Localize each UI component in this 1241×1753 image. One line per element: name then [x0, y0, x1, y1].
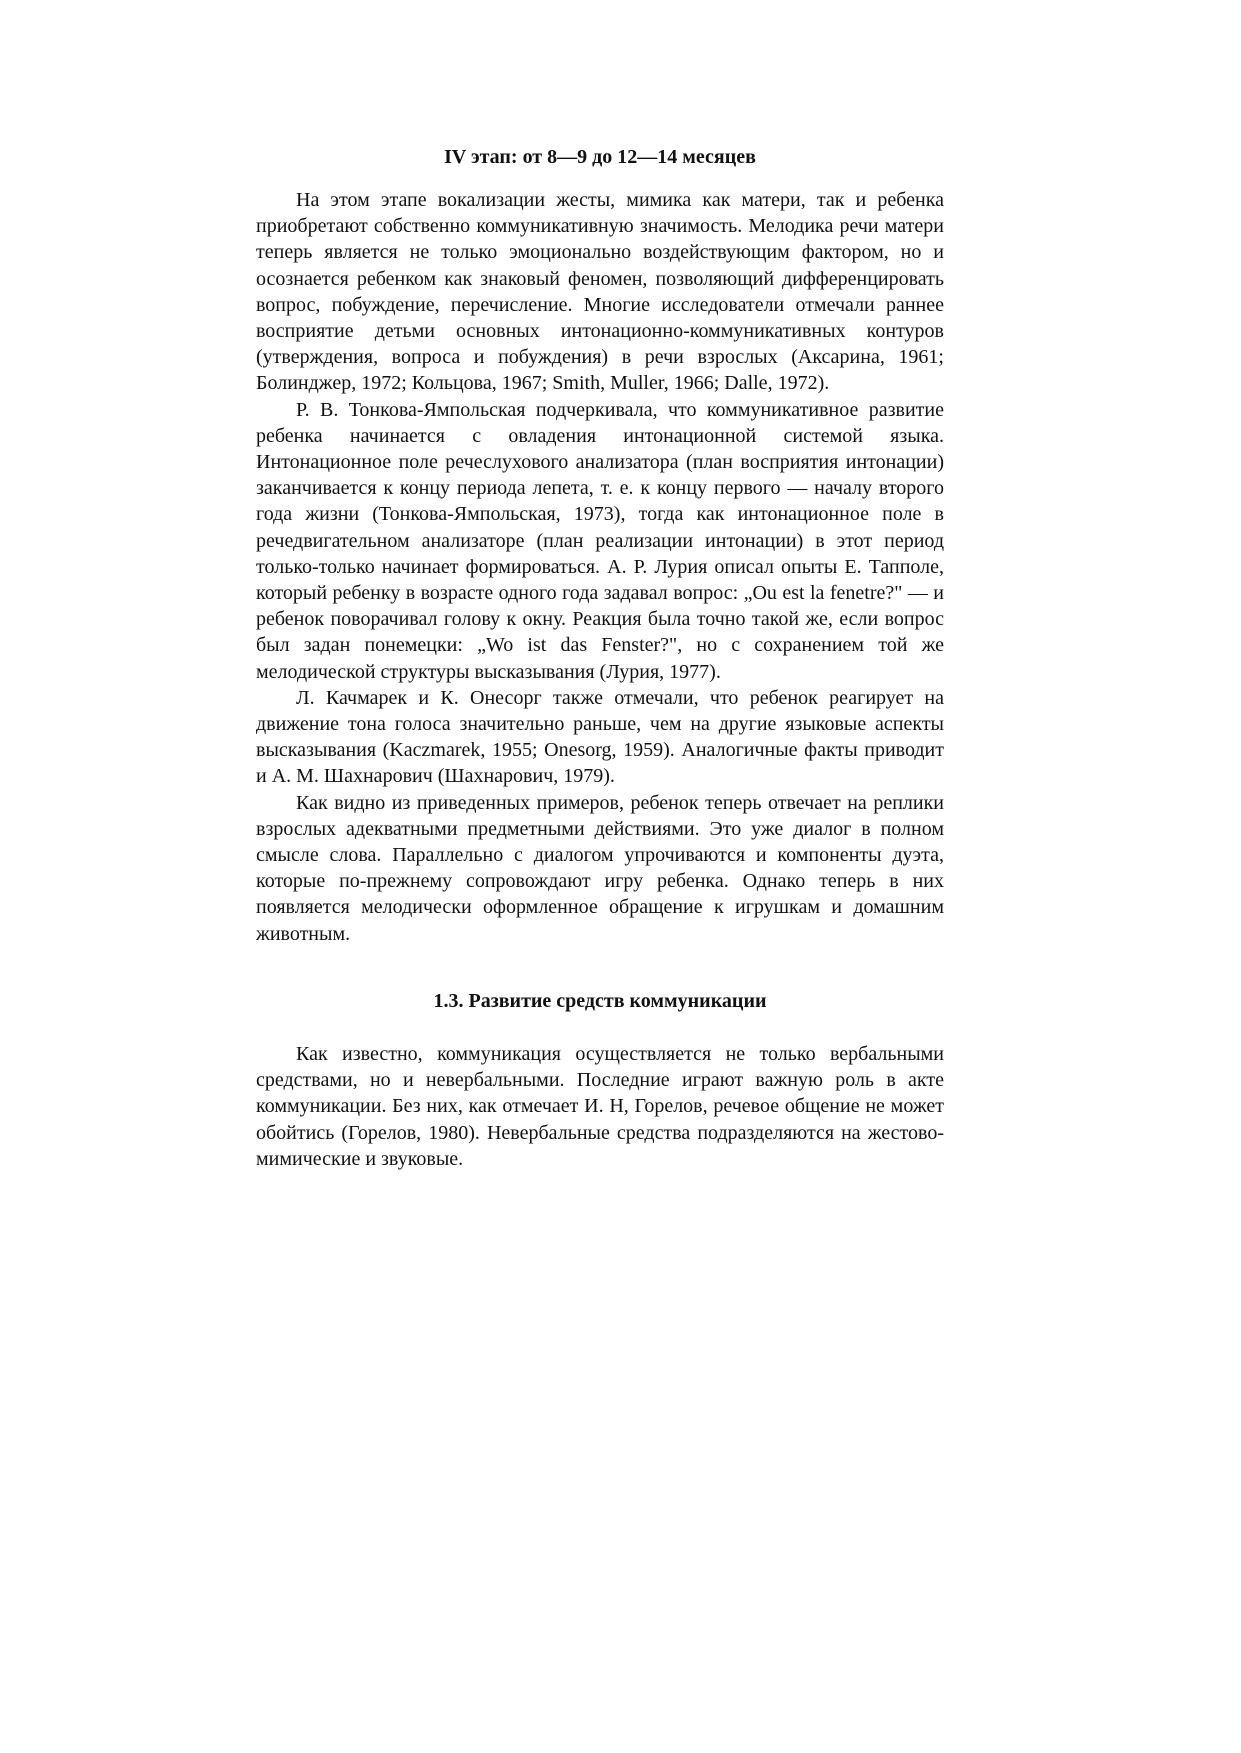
- paragraph-dialogue: Как видно из приведенных примеров, ребенок теперь отвечает на реплики взрослых адекватными предметными действиями. Это уже диалог в полном смысле слова. Параллельно с диалогом упрочиваются и компоненты дуэта, которые по-прежнему сопровождают игру ребенка. Однако теперь в них появляется мелодически оформленное обращение к игрушкам и домашним животным.: [256, 791, 944, 945]
- paragraph-vocalization: На этом этапе вокализации жесты, мимика как матери, так и ребенка приобретают собственно коммуникативную значимость. Мелодика речи матери теперь является не только эмоционально воздействующим фактором, но и осознается ребенком как знаковый феномен, позволяющий дифференцировать вопрос, побуждение, перечисление. Многие исследователи отмечали раннее восприятие детьми основных интонационно-коммуникативных контуров (утверждения, вопроса и побуждения) в речи взрослых (Аксарина, 1961; Болинджер, 1972; Кольцова, 1967; Smith, Muller, 1966; Dalle, 1972).: [256, 189, 944, 395]
- paragraph-communication-means: Как известно, коммуникация осуществляется не только вербальными средствами, но и невербальными. Последние играют важную роль в акте коммуникации. Без них, как отмечает И. Н, Горелов, речевое общение не может обойтись (Горелов, 1980). Невербальные средства подразделяются на жестово-мимические и звуковые.: [256, 1042, 944, 1170]
- paragraph-kaczmarek: Л. Качмарек и К. Онесорг также отмечали, что ребенок реагирует на движение тона голоса значительно раньше, чем на другие языковые аспекты высказывания (Kaczmarek, 1955; Onesorg, 1959). Аналогичные факты приводит и А. М. Шахнарович (Шахнарович, 1979).: [256, 686, 944, 788]
- paragraph-tonkova: Р. В. Тонкова-Ямпольская подчеркивала, что коммуникативное развитие ребенка начинается с овладения интонационной системой языка. Интонационное поле речеслухового анализатора (план восприятия интонации) заканчивается к концу периода лепета, т. е. к концу первого — началу второго года жизни (Тонкова-Ямпольская, 1973), тогда как интонационное поле в речедвигательном анализаторе (план реализации интонации) в этот период только-только начинает формироваться. А. Р. Лурия описал опыты Е. Тапполе, который ребенку в возрасте одного года задавал вопрос: „Ou est la fenetre?" — и ребенок поворачивал голову к окну. Реакция была точно такой же, если вопрос был задан понемецки: „Wo ist das Fenster?", но с сохранением той же мелодической структуры высказывания (Лурия, 1977).: [256, 398, 944, 683]
- section-heading: 1.3. Развитие средств коммуникации: [433, 989, 767, 1012]
- stage-heading: IV этап: от 8—9 до 12—14 месяцев: [444, 146, 756, 168]
- document-page: [256, 145, 944, 1172]
